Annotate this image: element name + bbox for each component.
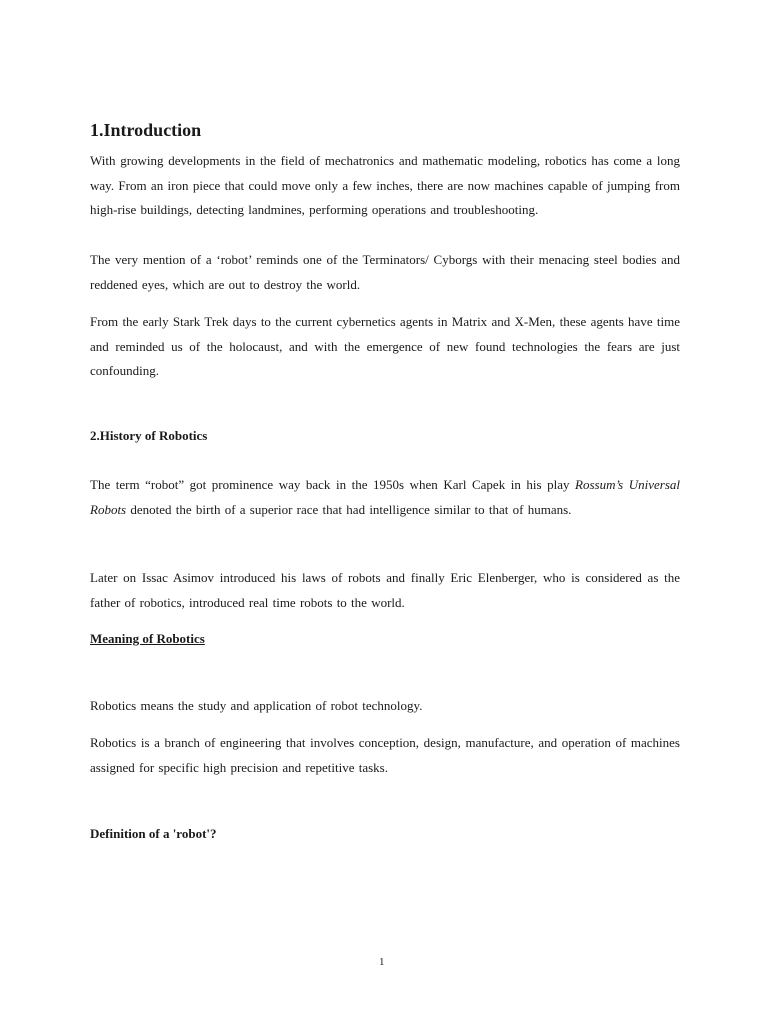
play-title: Rossum’s Universal Robots	[90, 477, 681, 517]
section-heading-definition: Definition of a 'robot'?	[90, 826, 217, 841]
history-paragraph-1	[90, 473, 680, 522]
history-paragraph-1-end: denoted the birth of a superior race that had intelligence similar to that of humans.	[126, 501, 572, 517]
section-heading-meaning: Meaning of Robotics	[90, 631, 205, 646]
section-heading-introduction: 1.Introduction	[90, 120, 202, 140]
section-heading-history: 2.History of Robotics	[90, 428, 208, 443]
page-number: 1	[379, 956, 385, 968]
history-paragraph-2: Later on Issac Asimov introduced his laws of robots and finally Eric Elenberger, who is considered as the father of robotics, introduced real time robots to the world.	[90, 570, 680, 610]
intro-paragraph-3: From the early Stark Trek days to the current cybernetics agents in Matrix and X-Men, these agents have time and reminded us of the holocaust, and with the emergence of new found technologies the fears are just confounding.	[90, 314, 680, 378]
intro-paragraph-2: The very mention of a ‘robot’ reminds one of the Terminators/ Cyborgs with their menacing steel bodies and reddened eyes, which are out to destroy the world.	[90, 252, 680, 292]
intro-paragraph-1: With growing developments in the field of mechatronics and mathematic modeling, robotics has come a long way. From an iron piece that could move only a few inches, there are now machines capable of jumping from high-rise buildings, detecting landmines, performing operations and troubleshooting.	[90, 153, 680, 217]
meaning-paragraph-1: Robotics means the study and application of robot technology.	[90, 698, 423, 713]
history-paragraph-1-start: The term “robot” got prominence way back in the 1950s when Karl Capek in his play	[90, 477, 576, 492]
meaning-paragraph-2: Robotics is a branch of engineering that involves conception, design, manufacture, and operation of machines assigned for specific high precision and repetitive tasks.	[90, 735, 680, 775]
